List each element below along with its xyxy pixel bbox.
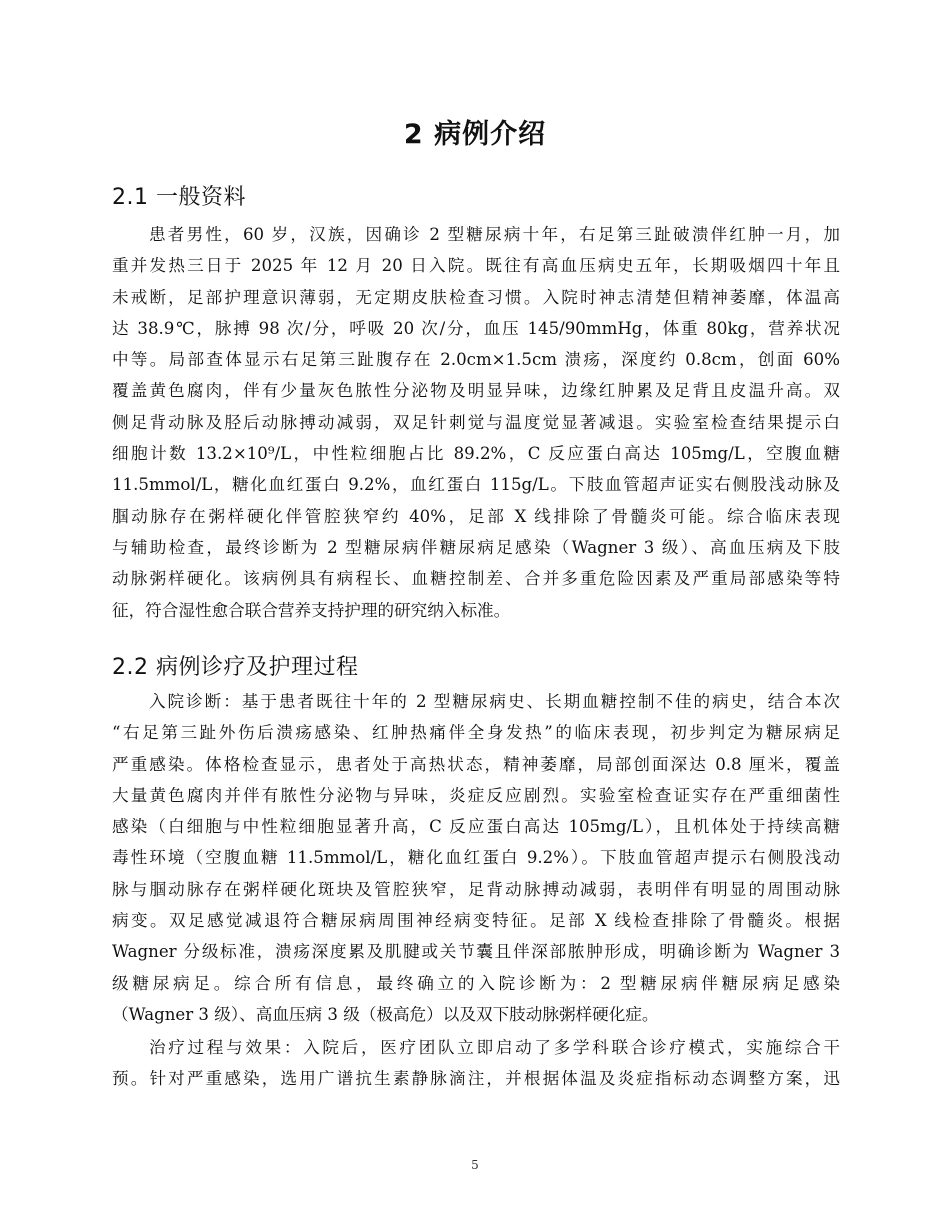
text-line: 级糖尿病足。综合所有信息，最终确立的入院诊断为：2 型糖尿病伴糖尿病足感染 — [112, 973, 840, 993]
chapter-title: 2 病例介绍 — [403, 119, 547, 150]
paragraph-admission-diagnosis — [112, 686, 840, 1030]
text-line: 11.5mmol/L，糖化血红蛋白 9.2%，血红蛋白 115g/L。下肢血管超声证实右侧股浅动脉及 — [112, 475, 840, 495]
text-line: 侧足背动脉及胫后动脉搏动减弱，双足针刺觉与温度觉显著减退。实验室检查结果提示白 — [112, 412, 840, 432]
text-line: Wagner 分级标准，溃疡深度累及肌腱或关节囊且伴深部脓肿形成，明确诊断为 Wagner 3 — [112, 942, 840, 962]
paragraph-treatment-process — [112, 1032, 840, 1095]
text-line: 治疗过程与效果：入院后，医疗团队立即启动了多学科联合诊疗模式，实施综合干 — [149, 1038, 840, 1057]
text-line: 与辅助检查，最终诊断为 2 型糖尿病伴糖尿病足感染（Wagner 3 级）、高血压病及下肢 — [112, 537, 840, 557]
text-line: 大量黄色腐肉并伴有脓性分泌物与异味，炎症反应剧烈。实验室检查证实存在严重细菌性 — [112, 785, 840, 805]
text-line: 达 38.9℃，脉搏 98 次/分，呼吸 20 次/分，血压 145/90mmHg，体重 80kg，营养状况 — [112, 318, 840, 338]
page-number: 5 — [471, 1158, 479, 1172]
text-line: 重并发热三日于 2025 年 12 月 20 日入院。既往有高血压病史五年，长期吸烟四十年且 — [112, 256, 840, 276]
text-line: 脉与腘动脉存在粥样硬化斑块及管腔狭窄，足背动脉搏动减弱，表明伴有明显的周围动脉 — [112, 879, 840, 899]
section-heading-course: 2.2 病例诊疗及护理过程 — [112, 655, 359, 680]
text-line: 严重感染。体格检查显示，患者处于高热状态，精神萎靡，局部创面深达 0.8 厘米，覆盖 — [112, 754, 840, 774]
text-line: 动脉粥样硬化。该病例具有病程长、血糖控制差、合并多重危险因素及严重局部感染等特 — [112, 569, 840, 589]
text-line: 未戒断，足部护理意识薄弱，无定期皮肤检查习惯。入院时神志清楚但精神萎靡，体温高 — [112, 287, 840, 307]
paragraph-general-info — [112, 219, 840, 626]
text-line: 感染（白细胞与中性粒细胞显著升高，C 反应蛋白高达 105mg/L），且机体处于持续高糖 — [112, 817, 840, 837]
text-line: 入院诊断：基于患者既往十年的 2 型糖尿病史、长期血糖控制不佳的病史，结合本次 — [149, 692, 840, 711]
text-line: “右足第三趾外伤后溃疡感染、红肿热痛伴全身发热”的临床表现，初步判定为糖尿病足 — [112, 723, 840, 743]
text-line: （Wagner 3 级）、高血压病 3 级（极高危）以及双下肢动脉粥样硬化症。 — [112, 1004, 659, 1024]
text-line: 中等。局部查体显示右足第三趾腹存在 2.0cm×1.5cm 溃疡，深度约 0.8cm，创面 60% — [112, 350, 840, 370]
text-line: 覆盖黄色腐肉，伴有少量灰色脓性分泌物及明显异味，边缘红肿累及足背且皮温升高。双 — [112, 381, 840, 401]
text-line: 患者男性，60 岁，汉族，因确诊 2 型糖尿病十年，右足第三趾破溃伴红肿一月，加 — [149, 225, 840, 244]
text-line: 腘动脉存在粥样硬化伴管腔狭窄约 40%，足部 X 线排除了骨髓炎可能。综合临床表现 — [112, 506, 840, 526]
text-line: 毒性环境（空腹血糖 11.5mmol/L，糖化血红蛋白 9.2%）。下肢血管超声提示右侧股浅动 — [112, 848, 840, 868]
text-line: 病变。双足感觉减退符合糖尿病周围神经病变特征。足部 X 线检查排除了骨髓炎。根据 — [112, 911, 840, 931]
text-line: 预。针对严重感染，选用广谱抗生素静脉滴注，并根据体温及炎症指标动态调整方案，迅 — [112, 1069, 840, 1089]
text-line: 征，符合湿性愈合联合营养支持护理的研究纳入标准。 — [112, 600, 511, 620]
text-line: 细胞计数 13.2×10⁹/L，中性粒细胞占比 89.2%，C 反应蛋白高达 105mg/L，空腹血糖 — [112, 444, 840, 464]
section-heading-general: 2.1 一般资料 — [112, 185, 246, 210]
